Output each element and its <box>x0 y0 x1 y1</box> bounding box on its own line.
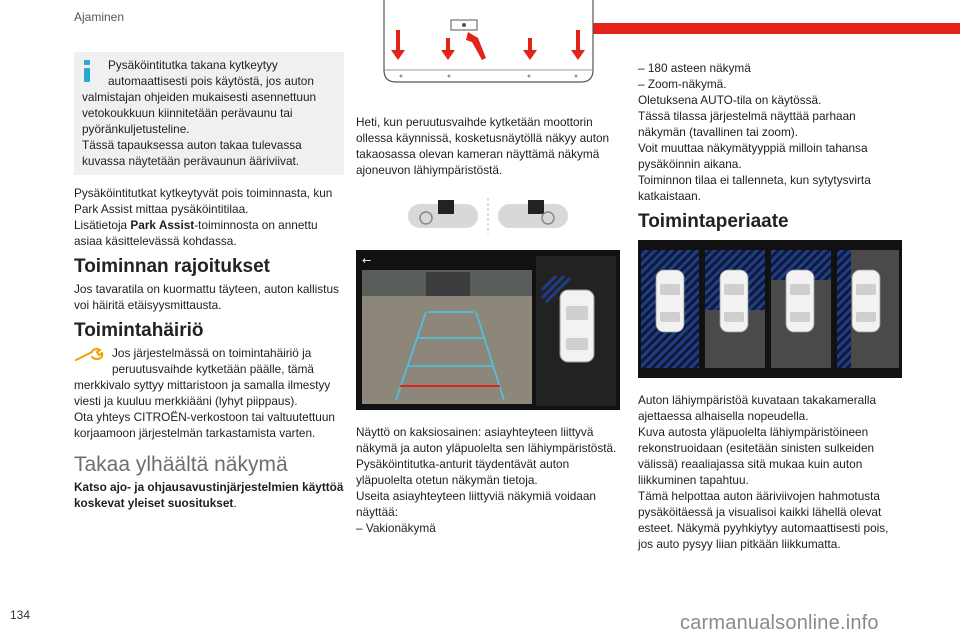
wrench-warning-icon <box>74 347 106 363</box>
malfunction-text: merkkivalo syttyy mittaristoon ja samalla ilmestyy viesti ja kuuluu merkkiääni (lyhyt piippaus). <box>74 378 331 408</box>
heading-operating-principle: Toimintaperiaate <box>638 211 789 232</box>
column-right <box>638 52 904 552</box>
frame-4 <box>837 250 899 368</box>
view-180: – 180 asteen näkymä <box>638 61 751 75</box>
malfunction-contact: Ota yhteys CITROËN-verkostoon tai valtuutettuun korjaamoon järjestelmän tarkastamista varten. <box>74 410 335 440</box>
view-zoom: – Zoom-näkymä. <box>638 77 727 91</box>
camera-low-speed: Auton lähiympäristöä kuvataan takakameralla ajettaessa alhaisella nopeudella. <box>638 393 877 423</box>
park-assist-para: Pysäköintitutkat kytkeytyvät pois toiminnasta, kun Park Assist mittaa pysäköintitilaa. <box>74 186 333 216</box>
header-section-title: Ajaminen <box>74 10 125 24</box>
malfunction-line1: Jos järjestelmässä on toimintahäiriö ja peruutusvaihde kytketään päälle, tämä <box>112 346 314 376</box>
column-left <box>74 52 344 511</box>
info-box-line1: Pysäköintitutka takana kytkeytyy automaattisesti pois käytöstä, jos auton <box>108 58 314 88</box>
info-box <box>74 52 344 175</box>
page-number: 134 <box>10 608 31 622</box>
frame-2 <box>705 250 765 368</box>
context-views-intro: Useita asiayhteyteen liittyviä näkymiä voidaan näyttää: <box>356 489 596 519</box>
view-standard: – Vakionäkymä <box>356 521 436 535</box>
camera-display-illustration <box>356 250 620 410</box>
auto-best-view: Tässä tilassa järjestelmä näyttää parhaan näkymän (tavallinen tai zoom). <box>638 109 856 139</box>
watermark-text: carmanualsonline.info <box>680 612 879 634</box>
column-middle <box>356 52 622 536</box>
park-assist-more: Lisätietoja Park Assist-toiminnosta on annettu asiaa käsittelevässä kohdassa. <box>74 218 318 248</box>
view-mode-icons-illustration <box>356 196 620 236</box>
svg-text:←: ← <box>362 254 372 267</box>
rear-bumper-sensors-illustration <box>356 0 620 100</box>
helps-parking: Tämä helpottaa auton ääriviivojen hahmotusta pysäköitäessä ja visualisoi kaikki lähellä olevat esteet. Näkymä pyyhkiytyy automaattisesti pois, jos auto pysyy liian pitkään liikkumatta. <box>638 489 889 551</box>
info-box-text: valmistajan ohjeiden mukaisesti asennettuun vetokoukkuun kiinnitetään perävaunu tai pyöränkuljetusteline. <box>82 90 317 136</box>
change-view-anytime: Voit muuttaa näkymätyyppiä milloin tahansa pysäköinnin aikana. <box>638 141 868 171</box>
frame-1 <box>641 250 699 368</box>
malfunction-block <box>74 345 344 441</box>
info-icon <box>84 60 90 82</box>
not-saved: Toiminnon tilaa ei tallenneta, kun sytytysvirta katkaistaan. <box>638 173 871 203</box>
reconstructed-view: Kuva autosta yläpuolelta lähiympäristöineen rekonstruoidaan (esitetään sinisten sulkeiden välissä) reaaliajassa sitä mukaa kuin auton liikkuminen tapahtuu. <box>638 425 875 487</box>
limitations-text: Jos tavaratila on kuormattu täyteen, auton kallistus voi häiritä etäisyysmittausta. <box>74 282 339 312</box>
frame-3 <box>771 250 831 368</box>
top-view-sequence-illustration <box>638 240 902 378</box>
heading-malfunction: Toimintahäiriö <box>74 320 204 341</box>
park-assist-bold: Park Assist <box>130 218 195 232</box>
sensors-complement: Pysäköintitutka-anturit täydentävät auton yläpuolelta otetun näkymän tietoja. <box>356 457 570 487</box>
display-two-part: Näyttö on kaksiosainen: asiayhteyteen liittyvä näkymä ja auton yläpuolelta sen lähiympäristöstä. <box>356 425 617 455</box>
top-view-recommend: Katso ajo- ja ohjausavustinjärjestelmien käyttöä koskevat yleiset suositukset. <box>74 480 344 510</box>
info-box-note: Tässä tapauksessa auton takaa tulevassa kuvassa näytetään perävaunun ääriviivat. <box>82 138 302 168</box>
auto-default: Oletuksena AUTO-tila on käytössä. <box>638 93 822 107</box>
reverse-gear-para: Heti, kun peruutusvaihde kytketään moottorin ollessa käynnissä, kosketusnäytöllä näkyy auton takaosassa olevan kameran näyttämä näkymä ajoneuvon lähiympäristöstä. <box>356 115 610 177</box>
heading-limitations: Toiminnan rajoitukset <box>74 256 271 277</box>
heading-top-view: Takaa ylhäältä näkymä <box>74 453 288 476</box>
